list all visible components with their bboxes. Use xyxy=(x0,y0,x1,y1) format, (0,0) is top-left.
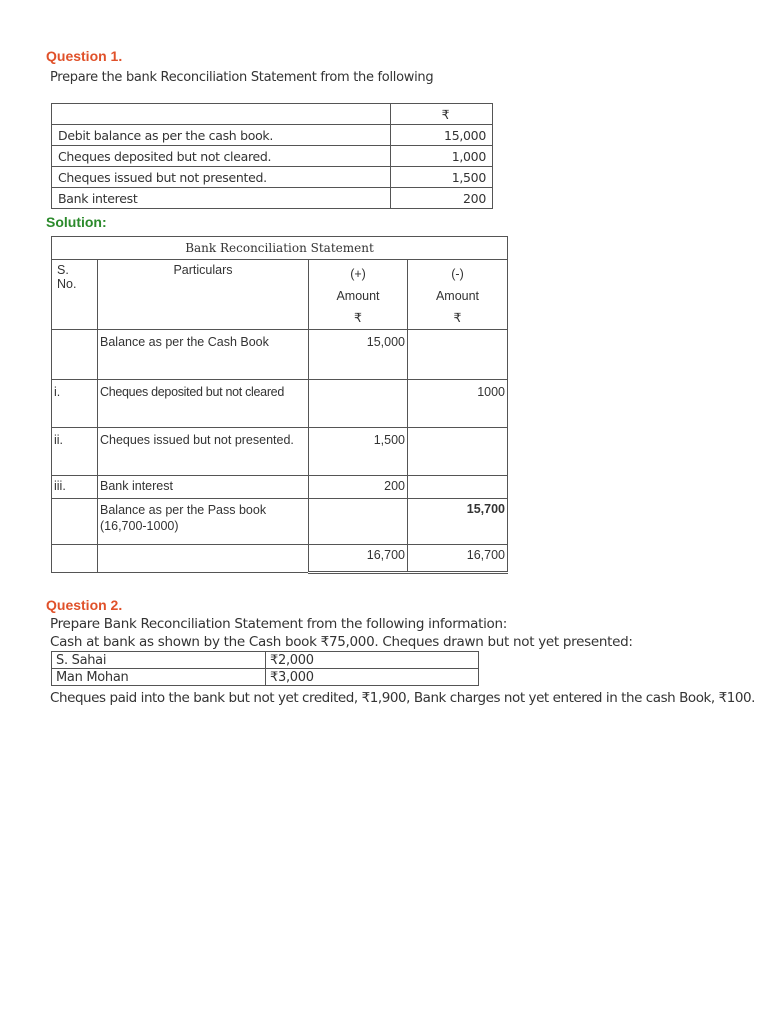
solution-heading: Solution: xyxy=(46,214,107,230)
table-row xyxy=(52,330,508,380)
currency-header: ₹ xyxy=(391,104,493,125)
row-amount: 15,000 xyxy=(391,125,493,146)
row-plus xyxy=(309,380,408,428)
row-particulars: Cheques issued but not presented. xyxy=(98,428,309,476)
row-sno: ii. xyxy=(52,428,98,476)
question-2-line3: Cheques paid into the bank but not yet credited, ₹1,900, Bank charges not yet entered in the cash Book, ₹100. xyxy=(50,690,755,706)
row-sno xyxy=(52,330,98,380)
cheque-amount: ₹3,000 xyxy=(266,669,479,686)
question-1-table xyxy=(51,103,493,209)
minus-amount-label: Amount xyxy=(435,289,480,303)
table-row xyxy=(52,545,508,573)
row-minus: 1000 xyxy=(408,380,508,428)
row-sno: iii. xyxy=(52,476,98,499)
question-2-heading: Question 2. xyxy=(46,597,123,613)
question-1-heading: Question 1. xyxy=(46,48,123,64)
table-row xyxy=(52,499,508,545)
row-particulars: Balance as per the Cash Book xyxy=(98,330,309,380)
minus-sign: (-) xyxy=(451,267,464,281)
plus-sign: (+) xyxy=(350,267,366,281)
minus-amount-header xyxy=(408,260,508,330)
cheque-name: Man Mohan xyxy=(52,669,266,686)
row-particulars: Balance as per the Pass book (16,700-1000) xyxy=(98,499,309,545)
table-row xyxy=(52,146,493,167)
table-row xyxy=(52,380,508,428)
row-label: Cheques deposited but not cleared. xyxy=(52,146,391,167)
cheque-amount: ₹2,000 xyxy=(266,652,479,669)
row-particulars: Bank interest xyxy=(98,476,309,499)
header-row xyxy=(52,260,508,330)
table-title-row xyxy=(52,237,508,260)
table-row xyxy=(52,104,493,125)
row-sno xyxy=(52,499,98,545)
row-plus: 200 xyxy=(309,476,408,499)
question-2-line2: Cash at bank as shown by the Cash book ₹75,000. Cheques drawn but not yet presented: xyxy=(50,634,633,650)
reconciliation-table xyxy=(51,236,508,574)
minus-currency: ₹ xyxy=(453,311,462,325)
row-sno xyxy=(52,545,98,573)
row-plus: 15,000 xyxy=(309,330,408,380)
row-sno: i. xyxy=(52,380,98,428)
row-plus: 1,500 xyxy=(309,428,408,476)
row-plus xyxy=(309,499,408,545)
row-label: Bank interest xyxy=(52,188,391,209)
row-minus xyxy=(408,330,508,380)
question-1-intro: Prepare the bank Reconciliation Statement from the following xyxy=(50,70,434,85)
cheque-name: S. Sahai xyxy=(52,652,266,669)
row-particulars: Cheques deposited but not cleared xyxy=(98,380,309,428)
table-row xyxy=(52,476,508,499)
plus-currency: ₹ xyxy=(354,311,362,325)
row-amount: 1,000 xyxy=(391,146,493,167)
row-amount: 1,500 xyxy=(391,167,493,188)
row-minus-total: 16,700 xyxy=(408,545,508,573)
statement-title: Bank Reconciliation Statement xyxy=(52,237,508,260)
row-label: Cheques issued but not presented. xyxy=(52,167,391,188)
plus-amount-header xyxy=(309,260,408,330)
plus-amount-label: Amount xyxy=(336,289,380,303)
table-cell xyxy=(52,104,391,125)
row-label: Debit balance as per the cash book. xyxy=(52,125,391,146)
row-amount: 200 xyxy=(391,188,493,209)
row-particulars xyxy=(98,545,309,573)
sno-header: S. No. xyxy=(52,260,98,330)
cheques-table xyxy=(51,651,479,686)
question-2-line1: Prepare Bank Reconciliation Statement from the following information: xyxy=(50,616,508,632)
table-row xyxy=(52,188,493,209)
table-row xyxy=(52,428,508,476)
table-row xyxy=(52,652,479,669)
row-minus: 15,700 xyxy=(408,499,508,545)
table-row xyxy=(52,669,479,686)
table-row xyxy=(52,125,493,146)
row-minus xyxy=(408,476,508,499)
table-row xyxy=(52,167,493,188)
row-minus xyxy=(408,428,508,476)
particulars-header: Particulars xyxy=(98,260,309,330)
row-plus-total: 16,700 xyxy=(309,545,408,573)
